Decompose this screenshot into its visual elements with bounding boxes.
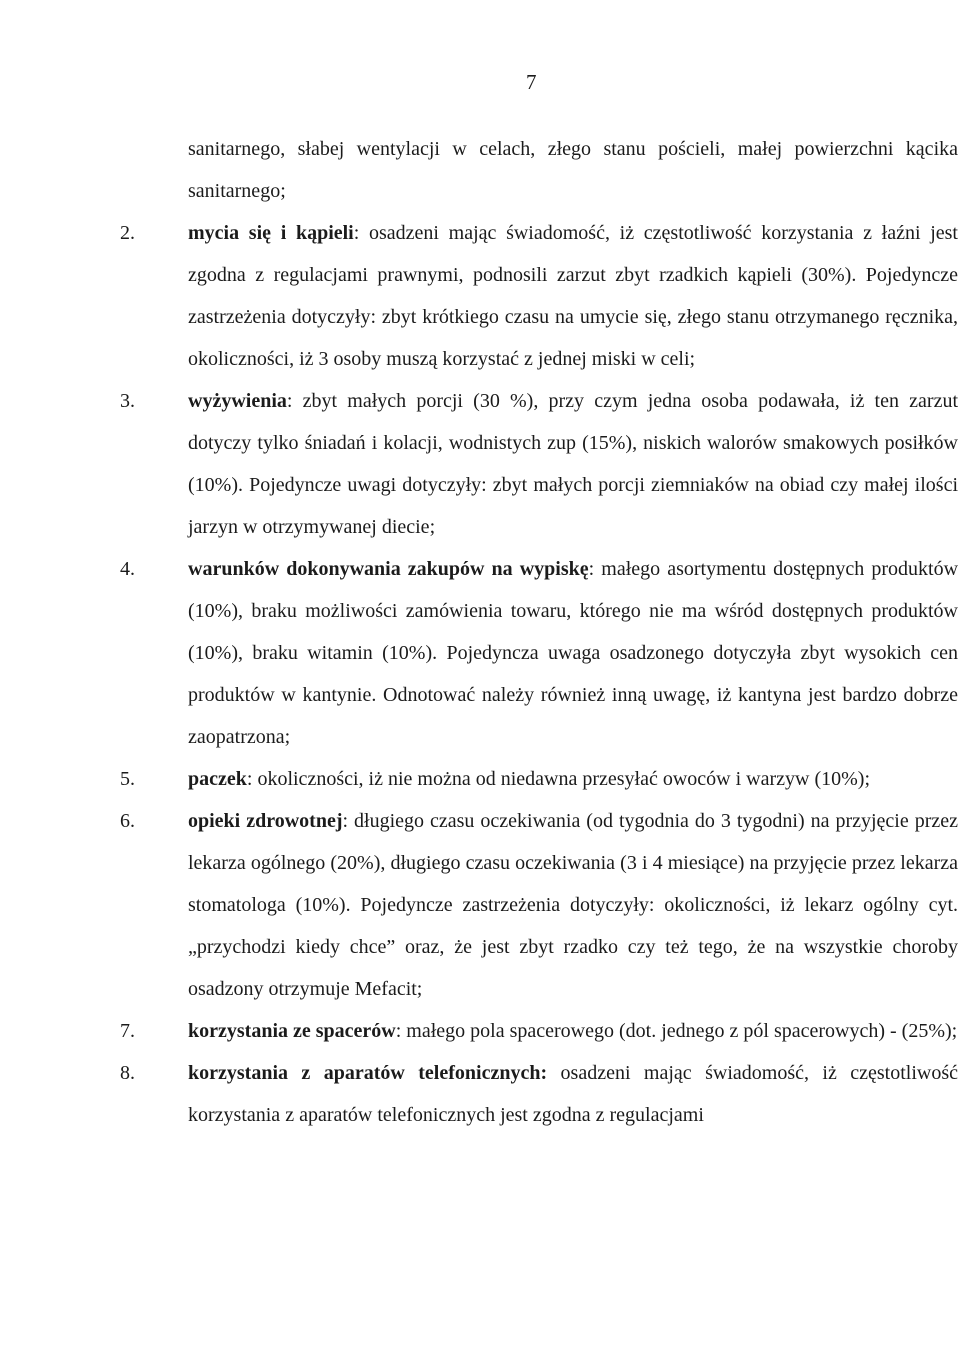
list-item-number: 4.: [120, 558, 135, 580]
list-item-number: 3.: [120, 390, 135, 412]
list-item-body: [188, 128, 958, 212]
list-item-text: : długiego czasu oczekiwania (od tygodnia do 3 tygodni) na przyjęcie przez lekarza ogólnego (20%), długiego czasu oczekiwania (3 i 4 miesiące) na przyjęcie przez lekarza stomatologa (10%). Pojedyncze zastrzeżenia dotyczyły: okoliczności, iż lekarz ogólny cyt. „przychodzi kiedy chce” oraz, że jest zbyt rzadko czy też tego, że na wszystkie choroby osadzony otrzymuje Mefacit;: [188, 810, 959, 1000]
list-item-text: : okoliczności, iż nie można od niedawna przesyłać owoców i warzyw (10%);: [246, 768, 871, 790]
list-item: [120, 1052, 958, 1136]
list-item-number: 2.: [120, 222, 135, 244]
list-item-text: : osadzeni mając świadomość, iż częstotliwość korzystania z łaźni jest zgodna z regulacjami prawnymi, podnosili zarzut zbyt rzadkich kąpieli (30%). Pojedyncze zastrzeżenia dotyczyły: zbyt krótkiego czasu na umycie się, złego stanu otrzymanego ręcznika, okoliczności, iż 3 osoby muszą korzystać z jednej miski w celi;: [188, 222, 958, 370]
page-number: 7: [526, 70, 537, 94]
list-item-lead: warunków dokonywania zakupów na wypiskę: [188, 558, 589, 580]
list-item-body: [188, 800, 958, 1010]
list-item-text: : małego pola spacerowego (dot. jednego z pól spacerowych) - (25%);: [395, 1020, 958, 1042]
list-item-lead: wyżywienia: [188, 390, 287, 412]
list-item-lead: mycia się i kąpieli: [188, 222, 354, 244]
list-item-body: [188, 1010, 958, 1052]
list-item: [120, 800, 958, 1010]
list-item-text: sanitarnego, słabej wentylacji w celach, złego stanu pościeli, małej powierzchni kącika sanitarnego;: [188, 138, 958, 202]
list-item-number: 6.: [120, 810, 135, 832]
list-item: [120, 1010, 958, 1052]
list-item-body: [188, 758, 958, 800]
list-item-body: [188, 548, 958, 758]
list-item-text: osadzeni mając świadomość, iż częstotliwość korzystania z aparatów telefonicznych jest zgodna z regulacjami: [188, 1062, 958, 1126]
list-item: [120, 128, 958, 212]
list-item-lead: paczek: [188, 768, 247, 790]
list-item: [120, 758, 958, 800]
list-item: [120, 380, 958, 548]
list-item-number: 7.: [120, 1020, 135, 1042]
list-item-number: 8.: [120, 1062, 135, 1084]
list-item-number: 5.: [120, 768, 135, 790]
list-item: [120, 548, 958, 758]
list-item-lead: korzystania ze spacerów: [188, 1020, 396, 1042]
document-body: [120, 128, 958, 1136]
list-item-text: : zbyt małych porcji (30 %), przy czym jedna osoba podawała, iż ten zarzut dotyczy tylko śniadań i kolacji, wodnistych zup (15%), niskich walorów smakowych posiłków (10%). Pojedyncze uwagi dotyczyły: zbyt małych porcji ziemniaków na obiad czy małej ilości jarzyn w otrzymywanej diecie;: [188, 390, 958, 538]
list-item-body: [188, 380, 958, 548]
list-item-text: : małego asortymentu dostępnych produktów (10%), braku możliwości zamówienia towaru, którego nie ma wśród dostępnych produktów (10%), braku witamin (10%). Pojedyncza uwaga osadzonego dotyczyła zbyt wysokich cen produktów w kantynie. Odnotować należy również inną uwagę, iż kantyna jest bardzo dobrze zaopatrzona;: [188, 558, 959, 748]
list-item-body: [188, 1052, 958, 1136]
list-item-lead: korzystania z aparatów telefonicznych:: [188, 1062, 548, 1084]
list-item-lead: opieki zdrowotnej: [188, 810, 343, 832]
list-item: [120, 212, 958, 380]
list-item-body: [188, 212, 958, 380]
